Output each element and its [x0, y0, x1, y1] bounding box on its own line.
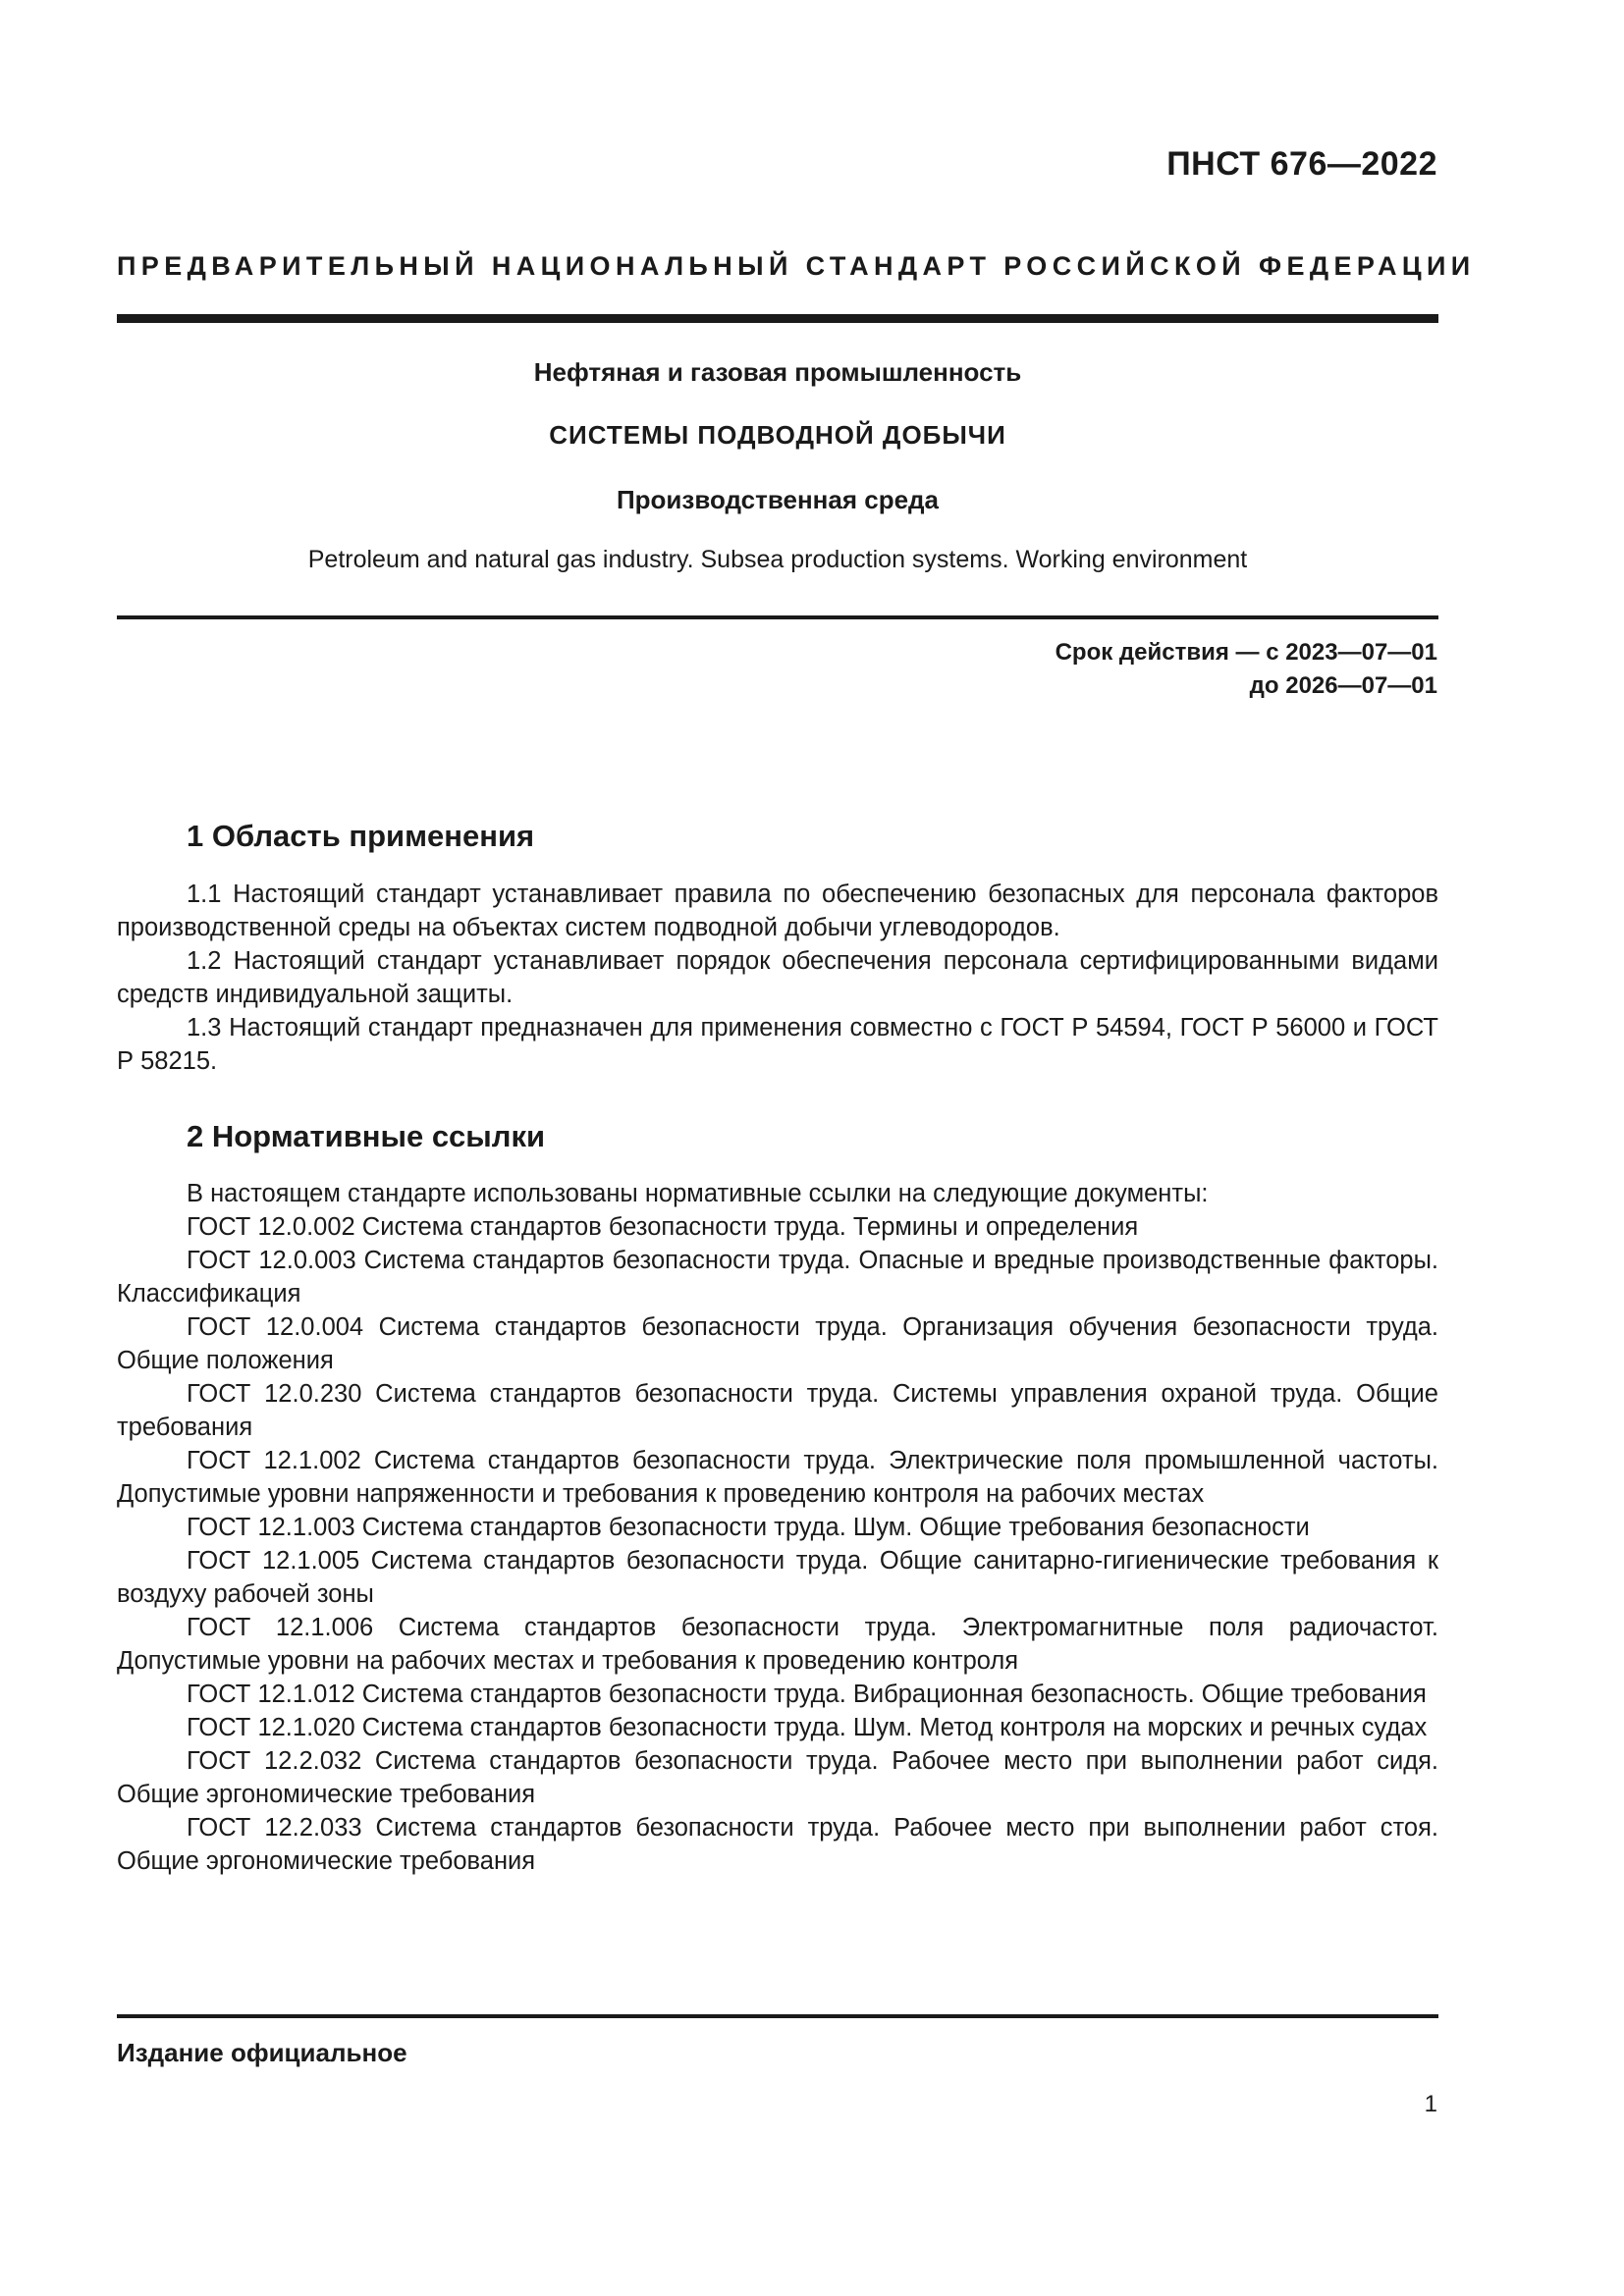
header-divider	[117, 314, 1438, 323]
document-number: ПНСТ 676—2022	[1166, 145, 1437, 183]
official-edition-label: Издание официальное	[117, 2038, 407, 2067]
validity-from: Срок действия — с 2023—07—01	[1055, 639, 1437, 666]
reference-item: ГОСТ 12.1.003 Система стандартов безопасности труда. Шум. Общие требования безопасности	[187, 1514, 1310, 1541]
document-title: СИСТЕМЫ ПОДВОДНОЙ ДОБЫЧИ	[549, 420, 1006, 450]
section-2-body	[117, 1177, 1438, 1878]
reference-item: ГОСТ 12.0.004 Система стандартов безопасности труда. Организация обучения безопасности труда. Общие положения	[117, 1313, 1438, 1374]
section-2-heading: 2 Нормативные ссылки	[187, 1119, 546, 1153]
reference-item: ГОСТ 12.0.003 Система стандартов безопасности труда. Опасные и вредные производственные факторы. Классификация	[117, 1247, 1438, 1308]
english-title: Petroleum and natural gas industry. Subsea production systems. Working environment	[307, 546, 1248, 573]
standard-banner: ПРЕДВАРИТЕЛЬНЫЙ НАЦИОНАЛЬНЫЙ СТАНДАРТ РОССИЙСКОЙ ФЕДЕРАЦИИ	[117, 251, 1476, 281]
title-divider	[117, 615, 1438, 619]
reference-item: ГОСТ 12.1.005 Система стандартов безопасности труда. Общие санитарно-гигиенические требования к воздуху рабочей зоны	[117, 1547, 1438, 1608]
clause-1-2: 1.2 Настоящий стандарт устанавливает порядок обеспечения персонала сертифицированными видами средств индивидуальной защиты.	[117, 947, 1438, 1008]
clause-1-1: 1.1 Настоящий стандарт устанавливает правила по обеспечению безопасных для персонала факторов производственной среды на объектах систем подводной добычи углеводородов.	[117, 881, 1438, 941]
reference-item: ГОСТ 12.2.032 Система стандартов безопасности труда. Рабочее место при выполнении работ сидя. Общие эргономические требования	[117, 1747, 1438, 1808]
reference-item: ГОСТ 12.1.012 Система стандартов безопасности труда. Вибрационная безопасность. Общие требования	[187, 1681, 1427, 1708]
reference-item: ГОСТ 12.1.006 Система стандартов безопасности труда. Электромагнитные поля радиочастот. Допустимые уровни на рабочих местах и требования к проведению контроля	[117, 1614, 1438, 1675]
reference-item: ГОСТ 12.0.230 Система стандартов безопасности труда. Системы управления охраной труда. Общие требования	[117, 1380, 1438, 1441]
section-1-heading: 1 Область применения	[187, 819, 535, 853]
reference-item: ГОСТ 12.1.002 Система стандартов безопасности труда. Электрические поля промышленной частоты. Допустимые уровни напряженности и требования к проведению контроля на рабочих местах	[117, 1447, 1438, 1508]
reference-item: ГОСТ 12.0.002 Система стандартов безопасности труда. Термины и определения	[187, 1213, 1139, 1241]
industry-subtitle: Нефтяная и газовая промышленность	[533, 357, 1022, 387]
validity-period	[1056, 636, 1437, 703]
reference-item: ГОСТ 12.1.020 Система стандартов безопасности труда. Шум. Метод контроля на морских и речных судах	[187, 1714, 1428, 1741]
reference-item: ГОСТ 12.2.033 Система стандартов безопасности труда. Рабочее место при выполнении работ стоя. Общие эргономические требования	[117, 1814, 1438, 1875]
footer-divider	[117, 2014, 1438, 2018]
references-intro: В настоящем стандарте использованы нормативные ссылки на следующие документы:	[187, 1180, 1209, 1207]
document-subtitle: Производственная среда	[616, 485, 940, 514]
page-number: 1	[1424, 2091, 1437, 2117]
validity-to: до 2026—07—01	[1249, 672, 1437, 699]
section-1-body	[117, 878, 1438, 1078]
clause-1-3: 1.3 Настоящий стандарт предназначен для применения совместно с ГОСТ Р 54594, ГОСТ Р 56000 и ГОСТ Р 58215.	[117, 1014, 1438, 1075]
